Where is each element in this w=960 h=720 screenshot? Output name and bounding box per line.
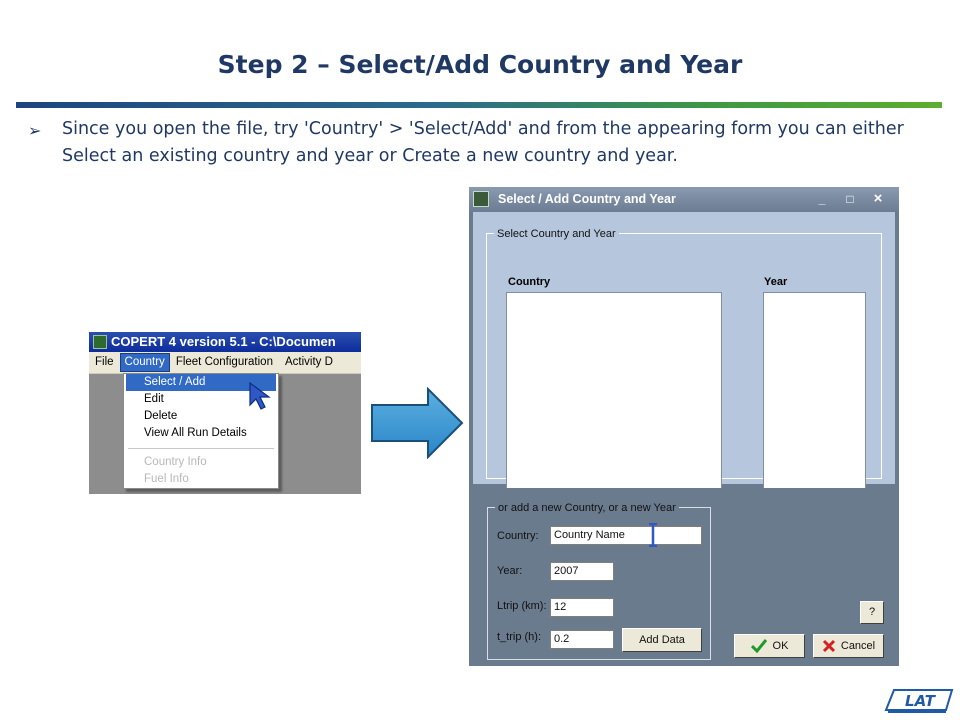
select-panel: [473, 212, 895, 484]
big-right-arrow-icon: [370, 387, 464, 459]
cancel-button[interactable]: [813, 634, 884, 658]
ltrip-field-label: Ltrip (km):: [497, 600, 547, 612]
ltrip-input[interactable]: 12: [550, 598, 614, 617]
mouse-pointer-icon: [248, 381, 274, 411]
slide-title: Step 2 – Select/Add Country and Year: [217, 50, 743, 79]
year-column-header: Year: [764, 276, 788, 288]
menu-file[interactable]: File: [95, 356, 114, 368]
bullet-text: Since you open the file, try 'Country' > 'Select/Add' and from the appearing form you can either Select an existing country and year or Create a new country and year.: [62, 119, 904, 166]
lat-logo-text: LAT: [905, 692, 935, 710]
add-group-legend: or add a new Country, or a new Year: [495, 502, 679, 514]
country-name-input[interactable]: Country Name: [550, 526, 702, 545]
bullet-arrow-icon: ➢: [28, 121, 42, 140]
ttrip-field-label: t_trip (h):: [497, 631, 542, 643]
country-field-label: Country:: [497, 530, 539, 542]
close-icon[interactable]: ×: [873, 190, 883, 207]
menu-country[interactable]: Country: [120, 353, 170, 372]
dialog-title-bar: [469, 187, 899, 212]
menu-item-country-info: Country Info: [144, 456, 207, 468]
checkmark-icon: [751, 639, 767, 653]
year-listbox[interactable]: [763, 292, 866, 492]
ttrip-input[interactable]: 0.2: [550, 630, 614, 649]
lat-logo: [884, 686, 954, 716]
maximize-icon[interactable]: □: [846, 192, 854, 206]
year-input[interactable]: 2007: [550, 562, 614, 581]
menu-item-fuel-info: Fuel Info: [144, 473, 189, 485]
copert-app-icon: [93, 335, 107, 349]
select-add-dialog: [469, 187, 899, 666]
menu-item-select-add[interactable]: Select / Add: [126, 374, 276, 391]
minimize-icon[interactable]: _: [818, 192, 826, 206]
dialog-app-icon: [473, 191, 489, 207]
menu-activity[interactable]: Activity D: [284, 356, 333, 368]
cancel-label: Cancel: [840, 640, 876, 652]
bullet-paragraph: [24, 116, 924, 170]
copert-title-bar: [89, 332, 361, 352]
menu-item-edit[interactable]: Edit: [144, 393, 164, 405]
menu-separator: [128, 448, 274, 449]
title-underline-bar: [16, 102, 942, 108]
year-field-label: Year:: [497, 565, 523, 577]
country-listbox[interactable]: [506, 292, 722, 492]
text-cursor-icon: [648, 523, 658, 547]
dialog-title-text: Select / Add Country and Year: [498, 192, 676, 206]
ok-label: OK: [772, 640, 789, 652]
help-button[interactable]: ?: [860, 601, 884, 624]
add-panel: [473, 488, 895, 662]
copert-title-text: COPERT 4 version 5.1 - C:\Documen: [111, 334, 336, 349]
select-group-legend: Select Country and Year: [494, 228, 619, 240]
ok-button[interactable]: [734, 634, 805, 658]
menu-item-delete[interactable]: Delete: [144, 410, 178, 422]
red-x-icon: [822, 639, 836, 653]
copert-menubar: [89, 352, 361, 374]
menu-fleet-configuration[interactable]: Fleet Configuration: [175, 356, 273, 368]
add-data-button[interactable]: Add Data: [622, 628, 702, 652]
menu-item-view-all-run-details[interactable]: View All Run Details: [144, 427, 247, 439]
copert-window: [89, 332, 361, 494]
country-column-header: Country: [508, 276, 551, 288]
